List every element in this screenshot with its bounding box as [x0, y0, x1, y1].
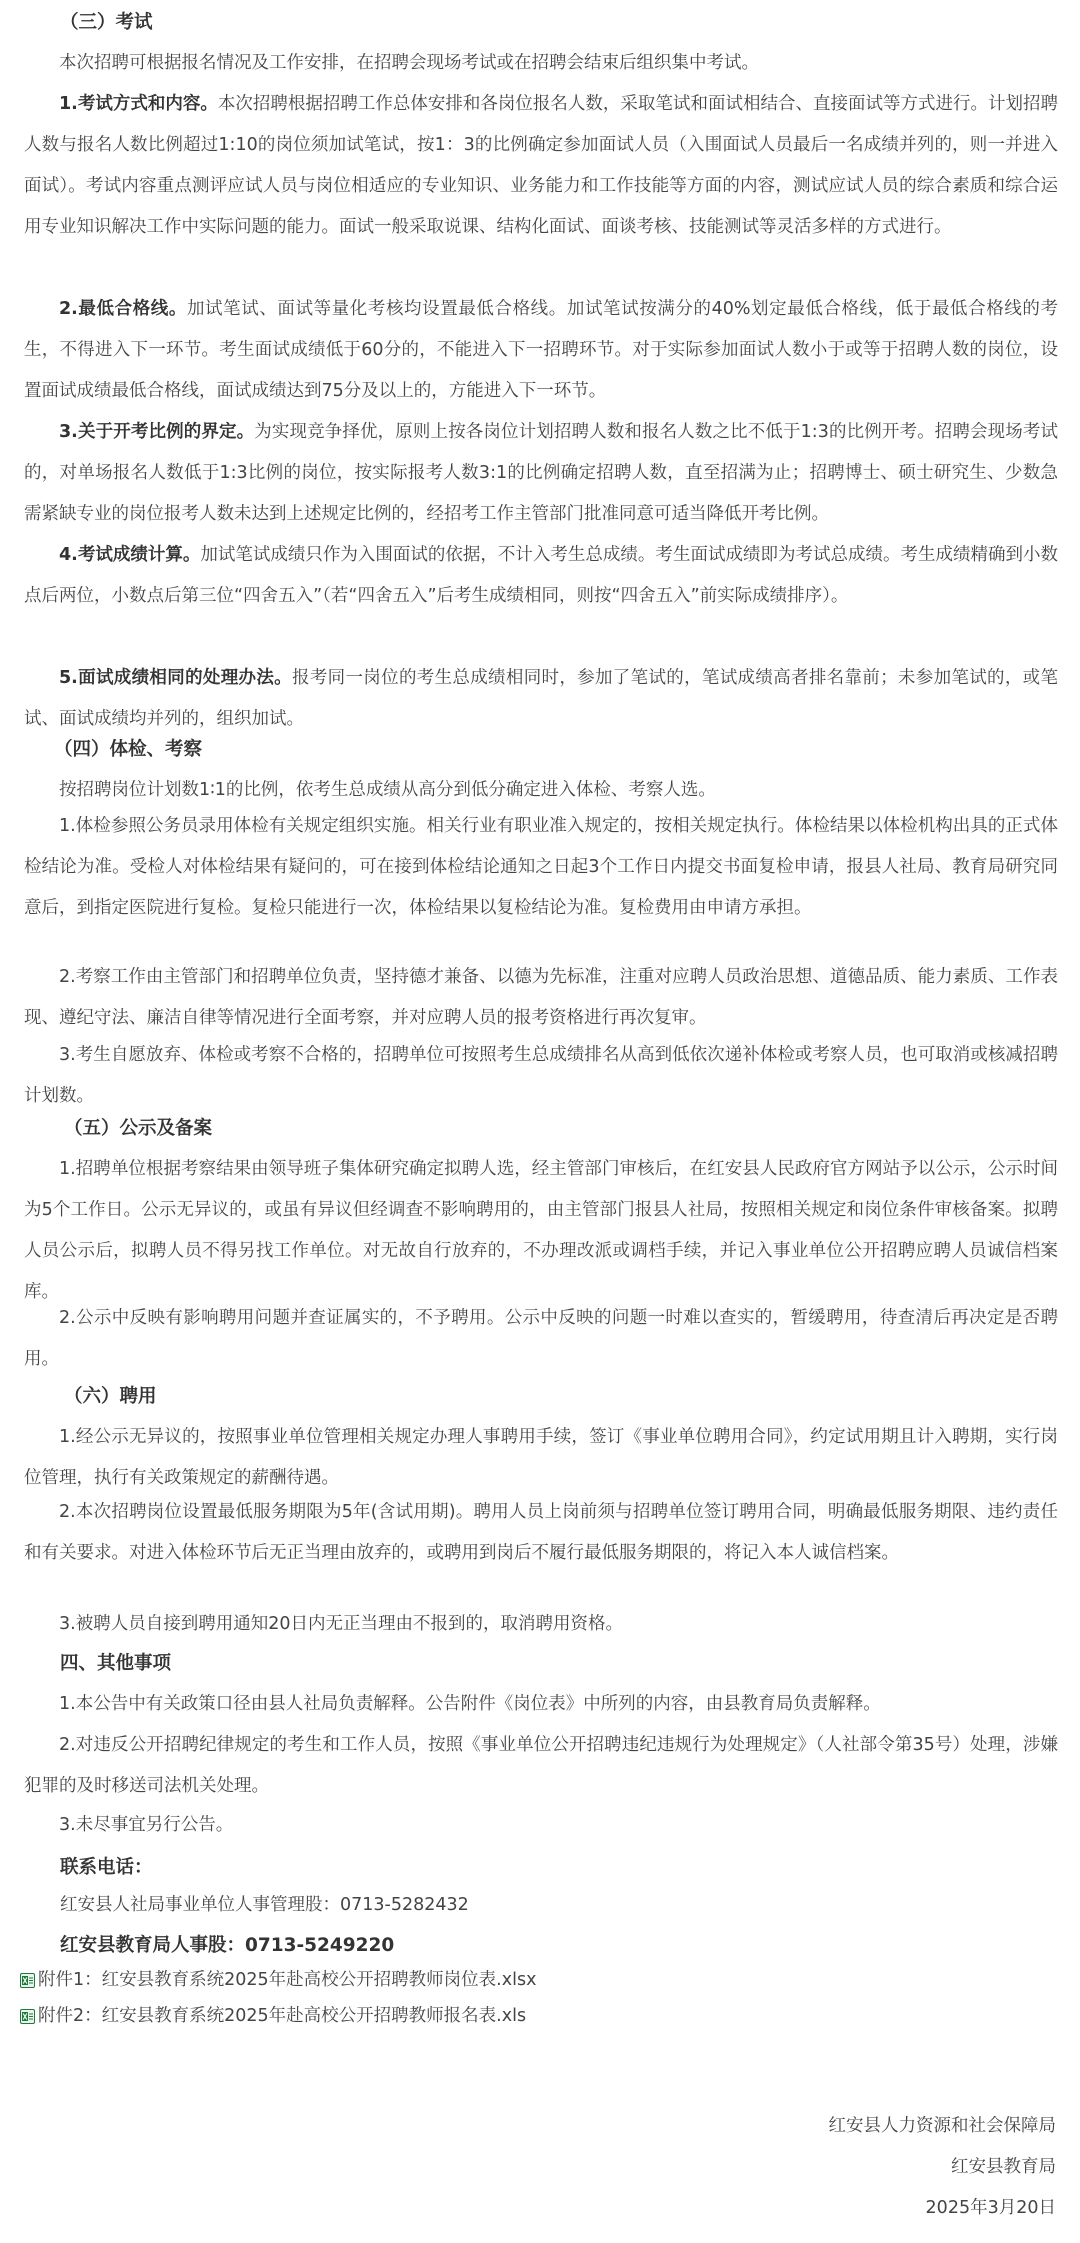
exam-method-paragraph	[24, 84, 1058, 248]
tie-handling-body: 报考同一岗位的考生总成绩相同时，参加了笔试的，笔试成绩高者排名靠前；未参加笔试的，或笔试、面试成绩均并列的，组织加试。	[24, 668, 1059, 729]
publicity-p2: 2.公示中反映有影响聘用问题并查证属实的，不予聘用。公示中反映的问题一时难以查实的，暂缓聘用，待查清后再决定是否聘用。	[24, 1308, 1058, 1369]
physical-exam-p1: 1.体检参照公务员录用体检有关规定组织实施。相关行业有职业准入规定的，按相关规定执行。体检结果以体检机构出具的正式体检结论为准。受检人对体检结果有疑问的，可在接到体检结论通知之日起3个工作日内提交书面复检申请，报县人社局、教育局研究同意后，到指定医院进行复检。复检只能进行一次，体检结果以复检结论为准。复检费用由申请方承担。	[24, 816, 1058, 918]
score-calc-body: 加试笔试成绩只作为入围面试的依据，不计入考生总成绩。考生面试成绩即为考试总成绩。考生成绩精确到小数点后两位，小数点后第三位“四舍五入”（若“四舍五入”后考生成绩相同，则按“四舍五入”前实际成绩排序）。	[24, 545, 1059, 606]
contact-hrss-phone: 红安县人社局事业单位人事管理股：0713-5282432	[60, 1895, 469, 1915]
section-heading-employment: （六）聘用	[64, 1386, 157, 1407]
score-calc-paragraph	[24, 535, 1058, 617]
exam-ratio-paragraph	[24, 412, 1058, 535]
attachment-1-label[interactable]: 附件1：红安县教育系统2025年赴高校公开招聘教师岗位表.xlsx	[38, 1970, 537, 1990]
employment-p3: 3.被聘人员自接到聘用通知20日内无正当理由不报到的，取消聘用资格。	[59, 1614, 623, 1634]
exam-ratio-lead: 3.关于开考比例的界定。	[59, 422, 255, 442]
excel-file-icon	[20, 2009, 35, 2024]
section-heading-other: 四、其他事项	[60, 1653, 172, 1674]
other-p2: 2.对违反公开招聘纪律规定的考生和工作人员，按照《事业单位公开招聘违纪违规行为处理规定》（人社部令第35号）处理，涉嫌犯罪的及时移送司法机关处理。	[24, 1735, 1058, 1796]
physical-exam-p2: 2.考察工作由主管部门和招聘单位负责，坚持德才兼备、以德为先标准，注重对应聘人员政治思想、道德品质、能力素质、工作表现、遵纪守法、廉洁自律等情况进行全面考察，并对应聘人员的报考资格进行再次复审。	[24, 967, 1058, 1028]
score-calc-lead: 4.考试成绩计算。	[59, 545, 201, 565]
contact-heading: 联系电话：	[60, 1857, 153, 1878]
attachment-1-link[interactable]	[20, 1962, 536, 1998]
other-p1: 1.本公告中有关政策口径由县人社局负责解释。公告附件《岗位表》中所列的内容，由县教育局负责解释。	[59, 1694, 881, 1714]
tie-handling-lead: 5.面试成绩相同的处理办法。	[59, 668, 293, 688]
section-heading-publicity: （五）公示及备案	[64, 1118, 213, 1139]
section-heading-exam: （三）考试	[60, 12, 153, 33]
other-p3: 3.未尽事宜另行公告。	[59, 1815, 234, 1835]
tie-handling-paragraph	[24, 658, 1058, 740]
physical-exam-intro: 按招聘岗位计划数1∶1的比例，依考生总成绩从高分到低分确定进入体检、考察人选。	[59, 780, 716, 800]
exam-method-body: 本次招聘根据招聘工作总体安排和各岗位报名人数，采取笔试和面试相结合、直接面试等方式进行。计划招聘人数与报名人数比例超过1:10的岗位须加试笔试，按1：3的比例确定参加面试人员（入围面试人员最后一名成绩并列的，则一并进入面试）。考试内容重点测评应试人员与岗位相适应的专业知识、业务能力和工作技能等方面的内容，测试应试人员的综合素质和综合运用专业知识解决工作中实际问题的能力。面试一般采取说课、结构化面试、面谈考核、技能测试等灵活多样的方式进行。	[24, 94, 1058, 237]
physical-exam-p3: 3.考生自愿放弃、体检或考察不合格的，招聘单位可按照考生总成绩排名从高到低依次递补体检或考察人员，也可取消或核减招聘计划数。	[24, 1045, 1058, 1106]
min-score-lead: 2.最低合格线。	[59, 299, 187, 319]
exam-method-lead: 1.考试方式和内容。	[59, 94, 218, 114]
signature-org-hrss: 红安县人力资源和社会保障局	[828, 2116, 1056, 2136]
employment-p2: 2.本次招聘岗位设置最低服务期限为5年(含试用期)。聘用人员上岗前须与招聘单位签订聘用合同，明确最低服务期限、违约责任和有关要求。对进入体检环节后无正当理由放弃的，或聘用到岗后不履行最低服务期限的，将记入本人诚信档案。	[24, 1502, 1058, 1563]
signature-org-edu: 红安县教育局	[951, 2157, 1056, 2177]
excel-file-icon	[20, 1973, 35, 1988]
attachment-2-link[interactable]	[20, 1998, 526, 2034]
min-score-body: 加试笔试、面试等量化考核均设置最低合格线。加试笔试按满分的40%划定最低合格线，低于最低合格线的考生，不得进入下一环节。考生面试成绩低于60分的，不能进入下一招聘环节。对于实际参加面试人数小于或等于招聘人数的岗位，设置面试成绩最低合格线，面试成绩达到75分及以上的，方能进入下一环节。	[24, 299, 1058, 401]
employment-p1: 1.经公示无异议的，按照事业单位管理相关规定办理人事聘用手续，签订《事业单位聘用合同》，约定试用期且计入聘期，实行岗位管理，执行有关政策规定的薪酬待遇。	[24, 1427, 1058, 1488]
contact-edu-phone: 红安县教育局人事股：0713-5249220	[60, 1935, 395, 1956]
publicity-p1: 1.招聘单位根据考察结果由领导班子集体研究确定拟聘人选，经主管部门审核后，在红安县人民政府官方网站予以公示，公示时间为5个工作日。公示无异议的，或虽有异议但经调查不影响聘用的，由主管部门报县人社局，按照相关规定和岗位条件审核备案。拟聘人员公示后，拟聘人员不得另找工作单位。对无故自行放弃的，不办理改派或调档手续，并记入事业单位公开招聘应聘人员诚信档案库。	[24, 1159, 1058, 1302]
min-score-paragraph	[24, 289, 1058, 412]
attachment-2-label[interactable]: 附件2：红安县教育系统2025年赴高校公开招聘教师报名表.xls	[38, 2006, 527, 2026]
exam-intro: 本次招聘可根据报名情况及工作安排，在招聘会现场考试或在招聘会结束后组织集中考试。	[59, 53, 759, 73]
exam-ratio-body: 为实现竞争择优，原则上按各岗位计划招聘人数和报名人数之比不低于1:3的比例开考。招聘会现场考试的，对单场报名人数低于1:3比例的岗位，按实际报考人数3:1的比例确定招聘人数，直至招满为止；招聘博士、硕士研究生、少数急需紧缺专业的岗位报考人数未达到上述规定比例的，经招考工作主管部门批准同意可适当降低开考比例。	[24, 422, 1058, 524]
section-heading-physical-exam: （四）体检、考察	[54, 739, 203, 760]
signature-date: 2025年3月20日	[925, 2198, 1056, 2218]
